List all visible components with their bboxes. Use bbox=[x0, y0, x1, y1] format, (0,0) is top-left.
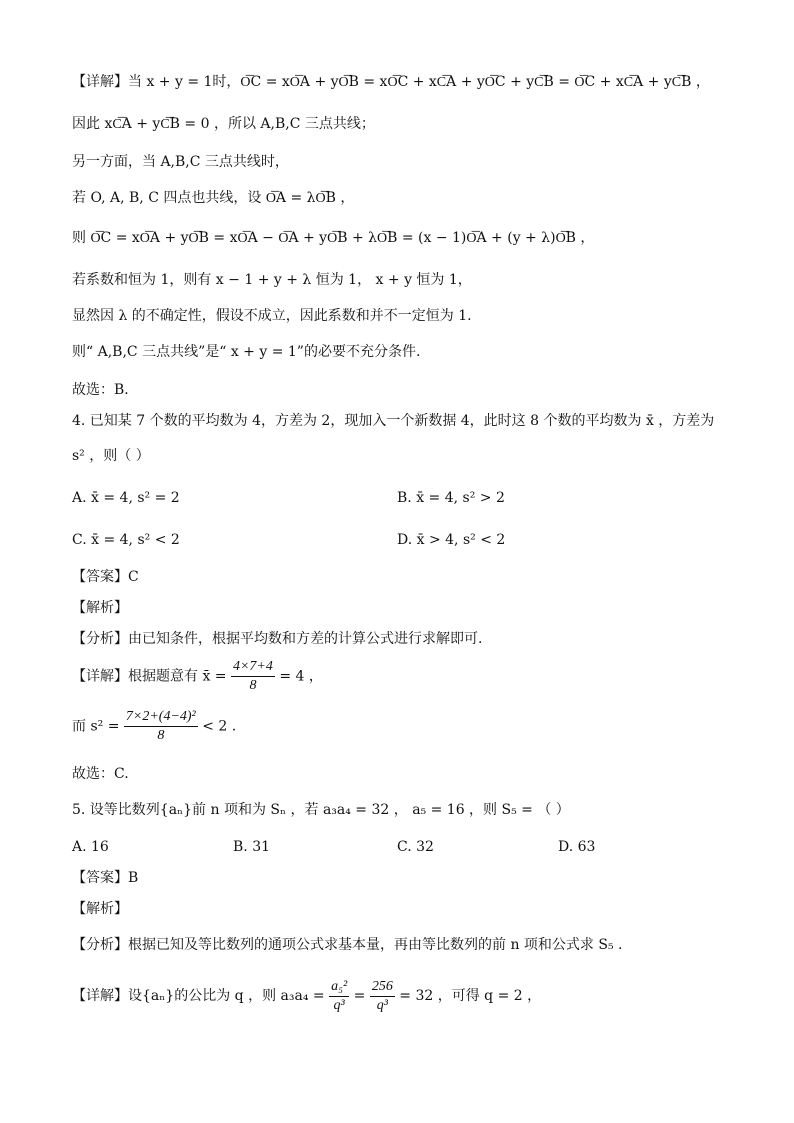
solution-line-3: 另一方面，当 A,B,C 三点共线时， bbox=[72, 154, 289, 170]
q4-analysis-heading: 【解析】 bbox=[72, 600, 128, 616]
q4-choice: 故选：C. bbox=[72, 766, 129, 782]
q4-option-a: A. x̄ = 4, s² = 2 bbox=[72, 490, 180, 506]
q4-detail-suffix: = 4 ， bbox=[279, 668, 323, 685]
q5-fraction-2-numerator: 256 bbox=[370, 978, 395, 997]
q5-fraction-1-numerator: a₅² bbox=[329, 978, 349, 997]
q4-variance-numerator: 7×2+(4−4)² bbox=[124, 708, 198, 727]
q4-mean-denominator: 8 bbox=[249, 678, 257, 693]
q4-detail-line-2 bbox=[72, 708, 236, 745]
q5-option-b: B. 31 bbox=[233, 839, 271, 855]
solution-line-8: 则“ A,B,C 三点共线”是“ x + y = 1”的必要不充分条件. bbox=[72, 344, 421, 360]
q4-option-c: C. x̄ = 4, s² < 2 bbox=[72, 532, 180, 548]
q5-analysis-heading: 【解析】 bbox=[72, 901, 128, 917]
solution-choice-3: 故选：B． bbox=[72, 382, 139, 398]
q4-mean-fraction bbox=[231, 658, 275, 695]
solution-line-2: 因此 xC͞A + yC͞B = 0 ，所以 A,B,C 三点共线； bbox=[72, 116, 375, 132]
q5-analysis: 【分析】根据已知及等比数列的通项公式求基本量，再由等比数列的前 n 项和公式求 S₅ . bbox=[72, 937, 623, 953]
q5-fraction-1-denominator: q³ bbox=[333, 997, 345, 1013]
q4-answer: 【答案】C bbox=[72, 569, 139, 585]
solution-line-6: 若系数和恒为 1，则有 x − 1 + y + λ 恒为 1， x + y 恒为 1， bbox=[72, 272, 472, 288]
q4-option-d: D. x̄ > 4, s² < 2 bbox=[397, 532, 506, 548]
q4-option-b: B. x̄ = 4, s² > 2 bbox=[397, 490, 505, 506]
q4-detail-prefix: 【详解】根据题意有 x̄ = bbox=[72, 668, 227, 685]
solution-line-7: 显然因 λ 的不确定性，假设不成立，因此系数和并不一定恒为 1. bbox=[72, 308, 472, 324]
q5-fraction-2-denominator: q³ bbox=[376, 997, 388, 1013]
q5-fraction-2 bbox=[370, 978, 395, 1015]
q5-equals: = bbox=[353, 988, 366, 1004]
q4-analysis: 【分析】由已知条件，根据平均数和方差的计算公式进行求解即可. bbox=[72, 631, 483, 647]
question-5-stem: 5. 设等比数列{aₙ}前 n 项和为 Sₙ ，若 a₃a₄ = 32 ， a₅ = 16 ，则 S₅ = （ ） bbox=[72, 802, 570, 818]
question-4-stem-cont: s² ，则（ ） bbox=[72, 448, 150, 464]
solution-line-5: 则 O͞C = xO͞A + yO͞B = xO͞A − O͞A + yO͞B + λO͞B = (x − 1)O͞A + (y + λ)O͞B ， bbox=[72, 230, 595, 246]
q4-mean-numerator: 4×7+4 bbox=[231, 658, 275, 677]
q4-detail-line-1 bbox=[72, 658, 323, 695]
q4-variance-suffix: < 2 . bbox=[202, 718, 237, 735]
q4-variance-prefix: 而 s² = bbox=[72, 718, 120, 735]
solution-detail-line-1: 【详解】当 x + y = 1时，O͞C = xO͞A + yO͞B = xO͞C + xC͞A + yO͞C + yC͞B = O͞C + xC͞A + yC͞B ， bbox=[72, 74, 710, 90]
q5-option-d: D. 63 bbox=[558, 839, 596, 855]
q5-answer: 【答案】B bbox=[72, 870, 139, 886]
q5-detail-line bbox=[72, 976, 541, 1016]
q5-detail-prefix: 【详解】设{aₙ}的公比为 q ，则 a₃a₄ = bbox=[72, 988, 325, 1004]
question-4-stem: 4. 已知某 7 个数的平均数为 4，方差为 2，现加入一个新数据 4，此时这 8 个数的平均数为 x̄ ，方差为 bbox=[72, 413, 715, 429]
q5-detail-suffix: = 32 ，可得 q = 2 ， bbox=[399, 988, 542, 1004]
q5-fraction-1 bbox=[329, 978, 349, 1015]
q5-option-c: C. 32 bbox=[397, 839, 434, 855]
solution-line-4: 若 O, A, B, C 四点也共线，设 O͞A = λO͞B ， bbox=[72, 190, 355, 206]
q5-option-a: A. 16 bbox=[72, 839, 109, 855]
q4-variance-denominator: 8 bbox=[157, 728, 165, 743]
q4-variance-fraction bbox=[124, 708, 198, 745]
